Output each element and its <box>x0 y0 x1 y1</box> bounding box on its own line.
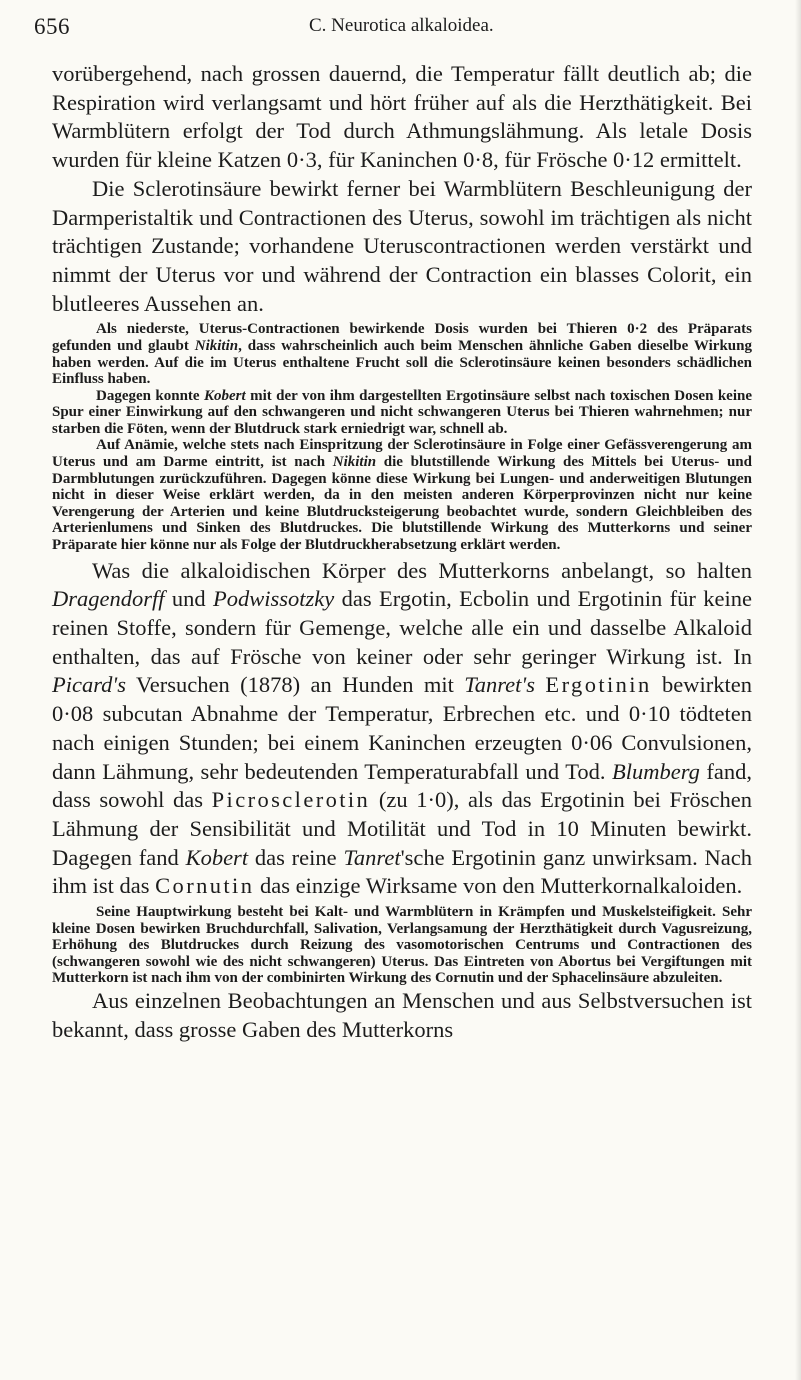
body-text-run: 'sche Ergotinin ganz unwirksam. Nach ihm ist das <box>52 844 752 899</box>
note-anaemie <box>52 437 752 553</box>
author-name: Podwissotzky <box>213 586 335 612</box>
author-name: Tanret <box>343 844 401 870</box>
author-name: Kobert <box>185 844 249 870</box>
author-name: Picard's <box>52 672 126 698</box>
body-text-run: fand, dass sowohl das <box>52 758 752 813</box>
running-head: C. Neurotica alkaloidea. <box>309 15 494 36</box>
author-name: Nikitin <box>332 454 377 471</box>
author-name: Blumberg <box>612 758 700 784</box>
body-text-run: das reine <box>248 844 344 870</box>
body-text-run: das einzige Wirksame von den Mutterkornalkaloiden. <box>254 873 743 899</box>
body-text-run: und <box>164 586 214 612</box>
spaced-term: Cornutin <box>155 873 255 899</box>
page-header <box>32 6 732 46</box>
page-number: 656 <box>34 14 70 39</box>
note-text: Dagegen konnte <box>96 387 204 404</box>
body-text-run: Was die alkaloidischen Körper des Mutterkorns anbelangt, so halten <box>92 557 752 583</box>
page-edge-shadow <box>795 0 801 1380</box>
note-text: mit der von ihm dargestellten Ergotinsäure selbst nach toxischen Dosen keine Spur einer Einwirkung auf den schwangeren und nicht schwangeren Uterus bei Thieren wahrnehmen; nur starben die Föten, wenn der Blutdruck stark erniedrigt war, schnell ab. <box>52 387 752 437</box>
paragraph-continued: vorübergehend, nach grossen dauernd, die Temperatur fällt deutlich ab; die Respiration wird verlangsamt und hört früher auf als die Herzthätigkeit. Bei Warmblütern erfolgt der Tod durch Athmungslähmung. Als letale Dosis wurden für kleine Katzen 0·3, für Kaninchen 0·8, für Frösche 0·12 ermittelt. <box>52 61 752 173</box>
note-text: Als niederste, Uterus-Contractionen bewirkende Dosis wurden bei Thieren 0·2 des Präparats gefunden und glaubt <box>52 321 752 354</box>
note-nikitin-dosis <box>52 321 752 387</box>
note-kobert-ergotinsaeure <box>52 388 752 438</box>
author-name: Nikitin <box>194 337 239 354</box>
body-text-run <box>535 672 545 697</box>
author-name: Dragendorff <box>52 586 165 612</box>
spaced-term: Ergotinin <box>545 672 652 698</box>
spaced-term: Picrosclerotin <box>211 787 371 813</box>
note-cornutin: Seine Hauptwirkung besteht bei Kalt- und Warmblütern in Krämpfen und Muskelsteifigkeit. Sehr kleine Dosen bewirken Bruchdurchfall, Salivation, Verlangsamung der Herzthätigkeit durch Vagusreizung, Erhöhung des Blutdruckes durch Reizung des vasomotorischen Centrums und Contractionen des (schwangeren sowohl wie des nicht schwangeren) Uterus. Das Eintreten von Abortus bei Vergiftungen mit Mutterkorn ist nach ihm von der combinirten Wirkung des Cornutin und der Sphacelinsäure abzuleiten. <box>52 904 752 987</box>
paragraph-alkaloide <box>52 557 752 901</box>
body-text-run: Versuchen (1878) an Hunden mit <box>125 672 465 698</box>
note-text: Auf Anämie, welche stets nach Einspritzung der Sclerotinsäure in Folge einer Gefässverengerung am Uterus und am Darme eintritt, ist nach <box>52 437 752 471</box>
body-text-run: das Ergotin, Ecbolin und Ergotinin für keine reinen Stoffe, sondern für Gemenge, welche alle ein und dasselbe Alkaloid enthalten, das auf Frösche von keiner oder sehr geringer Wirkung ist. In <box>52 586 752 669</box>
note-text: , dass wahrscheinlich auch beim Menschen ähnliche Gaben dieselbe Wirkung haben werden. Auf die im Uterus enthaltene Frucht soll die Sclerotinsäure keinen besonders schädlichen Einfluss haben. <box>52 337 752 388</box>
body-text-run: (zu 1·0), als das Ergotinin bei Fröschen Lähmung der Sensibilität und Motilität und Tod in 10 Minuten bewirkt. Dagegen fand <box>52 787 752 870</box>
paragraph-sclerotinsaeure: Die Sclerotinsäure bewirkt ferner bei Warmblütern Beschleunigung der Darmperistaltik und Contractionen des Uterus, sowohl im trächtigen als nicht trächtigen Zustande; vorhandene Uteruscontractionen werden verstärkt und nimmt der Uterus vor und während der Contraction ein blasses Colorit, ein blutleeres Aussehen an. <box>52 175 752 316</box>
body-text-run: bewirkten 0·08 subcutan Abnahme der Temperatur, Erbrechen etc. und 0·10 tödteten nach einigen Stunden; bei einem Kaninchen erzeugten 0·06 Convulsionen, dann Lähmung, sehr bedeutenden Temperaturabfall und Tod. <box>52 672 753 784</box>
paragraph-beobachtungen: Aus einzelnen Beobachtungen an Menschen und aus Selbstversuchen ist bekannt, dass grosse Gaben des Mutterkorns <box>52 988 752 1042</box>
author-name: Kobert <box>204 387 246 404</box>
body-text <box>52 60 752 1044</box>
author-name: Tanret's <box>464 672 535 698</box>
note-text: die blutstillende Wirkung des Mittels bei Uterus- und Darmblutungen zurückzuführen. Dagegen könne diese Wirkung bei Lungen- und anderweitigen Blutungen nicht in dieser Weise erklärt werden, da in den meisten anderen Körperprovinzen nicht nur keine Verengerung der Arterien und keine Blutdrucksteigerung beobachtet wurde, sondern Gleichbleiben des Arterienlumens und Sinken des Blutdruckes. Die blutstillende Wirkung des Mutterkorns und seiner Präparate hier könne nur als Folge der Blutdruckherabsetzung erklärt werden. <box>52 454 752 554</box>
